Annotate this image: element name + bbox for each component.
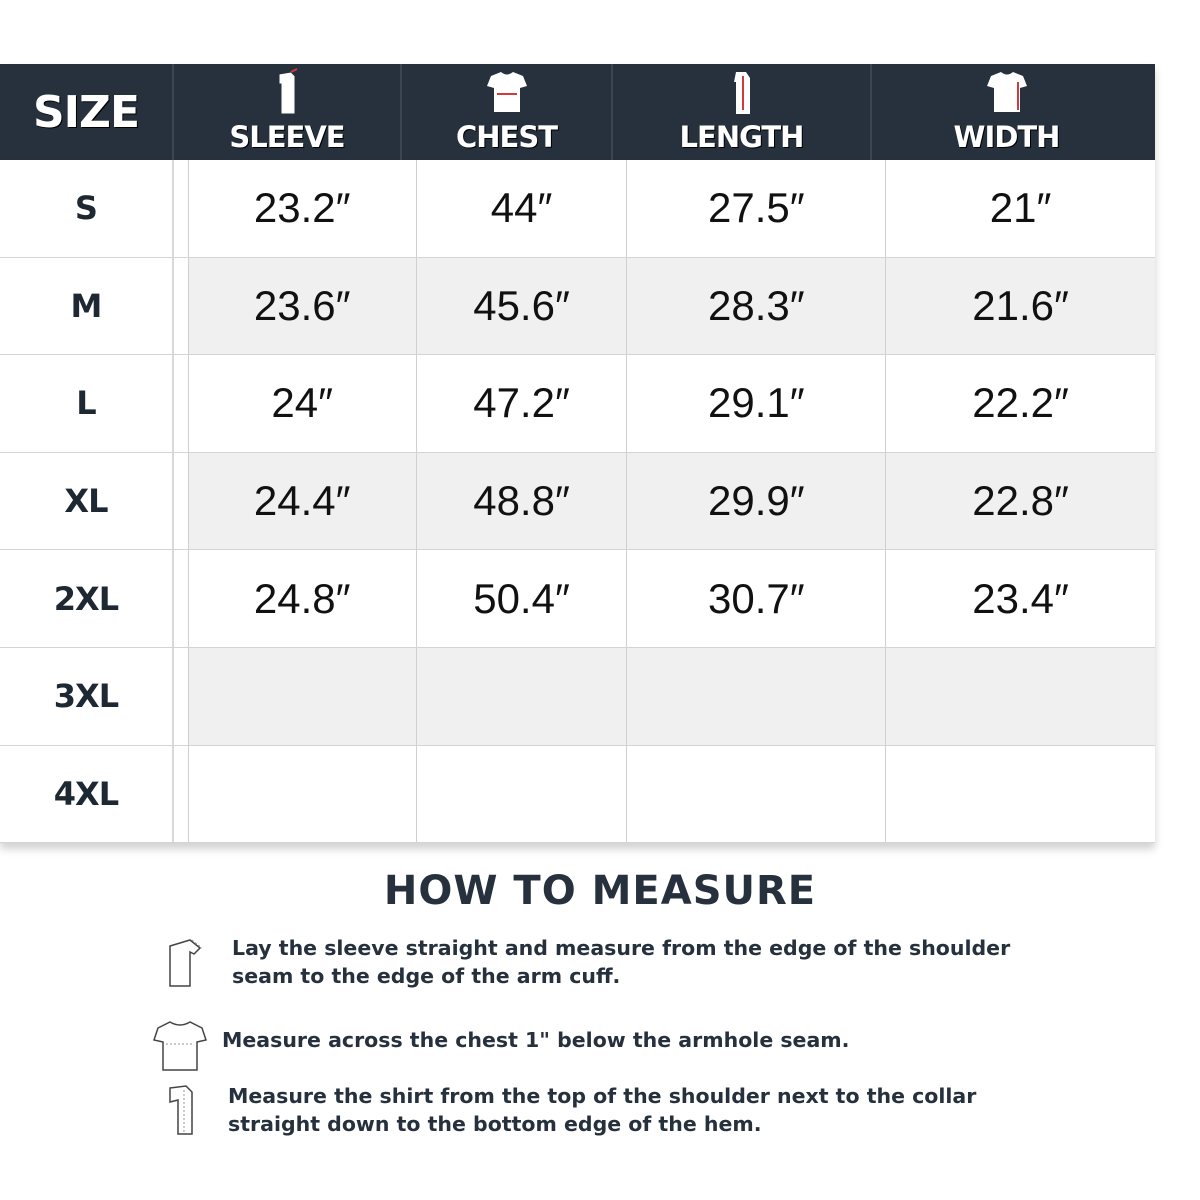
chest-value [417,746,628,843]
measure-item-sleeve [160,934,1010,990]
length-value [627,648,886,745]
measure-text-line: Lay the sleeve straight and measure from the edge of the shoulder [232,936,1011,960]
table-row [0,453,1155,551]
width-value: 21.6″ [886,258,1155,355]
size-cell: 3XL [0,648,174,745]
length-value: 28.3″ [627,258,886,355]
sleeve-value: 24.4″ [189,453,417,550]
table-body [0,160,1155,843]
length-shirt-icon [712,68,772,118]
length-value [627,746,886,843]
measure-text-line: Measure across the chest 1" below the armhole seam. [222,1028,850,1052]
width-value [886,648,1155,745]
measure-item-length [156,1082,976,1138]
table-row [0,648,1155,746]
header-size-label: SIZE [32,86,140,138]
table-row [0,550,1155,648]
row-gap [174,453,189,550]
chest-value: 47.2″ [417,355,628,452]
width-value [886,746,1155,843]
length-value: 29.9″ [627,453,886,550]
row-gap [174,648,189,745]
row-gap [174,550,189,647]
size-chart-table [0,64,1155,843]
measure-text-line: seam to the edge of the arm cuff. [232,964,621,988]
width-shirt-icon [977,68,1037,118]
header-size [0,64,174,160]
table-row [0,746,1155,844]
header-length [613,64,872,160]
size-cell: 2XL [0,550,174,647]
chest-shirt-icon [477,68,537,118]
sleeve-value [189,746,417,843]
how-to-measure-title: HOW TO MEASURE [383,868,817,914]
measure-item-chest [150,1018,849,1074]
sleeve-value: 23.2″ [189,160,417,257]
table-row [0,258,1155,356]
width-value: 23.4″ [972,574,1069,622]
measure-text-line: straight down to the bottom edge of the hem. [228,1112,762,1136]
header-width [872,64,1141,160]
row-gap [174,160,189,257]
table-header [0,64,1155,160]
chest-value: 44″ [417,160,628,257]
row-gap [174,355,189,452]
chest-value: 45.6″ [417,258,628,355]
table-row [0,160,1155,258]
header-length-label: LENGTH [679,120,804,154]
row-gap [174,258,189,355]
measure-text-sleeve [232,934,1010,990]
length-value: 30.7″ [627,550,886,647]
size-cell: M [0,258,174,355]
measure-text-line: Measure the shirt from the top of the shoulder next to the collar [228,1084,977,1108]
chest-value: 50.4″ [417,550,628,647]
table-row [0,355,1155,453]
chest-value: 48.8″ [417,453,628,550]
measure-text-chest [222,1026,849,1054]
how-to-measure-section [0,860,1200,1136]
size-cell: 4XL [0,746,174,843]
header-sleeve [174,64,402,160]
length-value: 27.5″ [627,160,886,257]
size-cell: S [0,160,174,257]
size-cell: XL [0,453,174,550]
header-width-label: WIDTH [953,120,1060,154]
width-value: 21″ [989,184,1052,232]
length-value: 29.1″ [627,355,886,452]
header-chest [402,64,613,160]
row-gap [174,746,189,843]
sleeve-value: 24.8″ [189,550,417,647]
sleeve-value: 23.6″ [189,258,417,355]
sleeve-shirt-icon [160,934,220,990]
header-sleeve-label: SLEEVE [229,120,345,154]
width-value: 22.2″ [972,379,1069,427]
sleeve-shirt-icon [257,68,317,118]
header-chest-label: CHEST [455,120,558,154]
chest-shirt-icon [150,1018,210,1074]
width-value: 22.8″ [886,453,1155,550]
length-shirt-icon [156,1082,216,1138]
sleeve-value [189,648,417,745]
measure-text-length [228,1082,976,1138]
sleeve-value: 24″ [189,355,417,452]
size-cell: L [0,355,174,452]
chest-value [417,648,628,745]
